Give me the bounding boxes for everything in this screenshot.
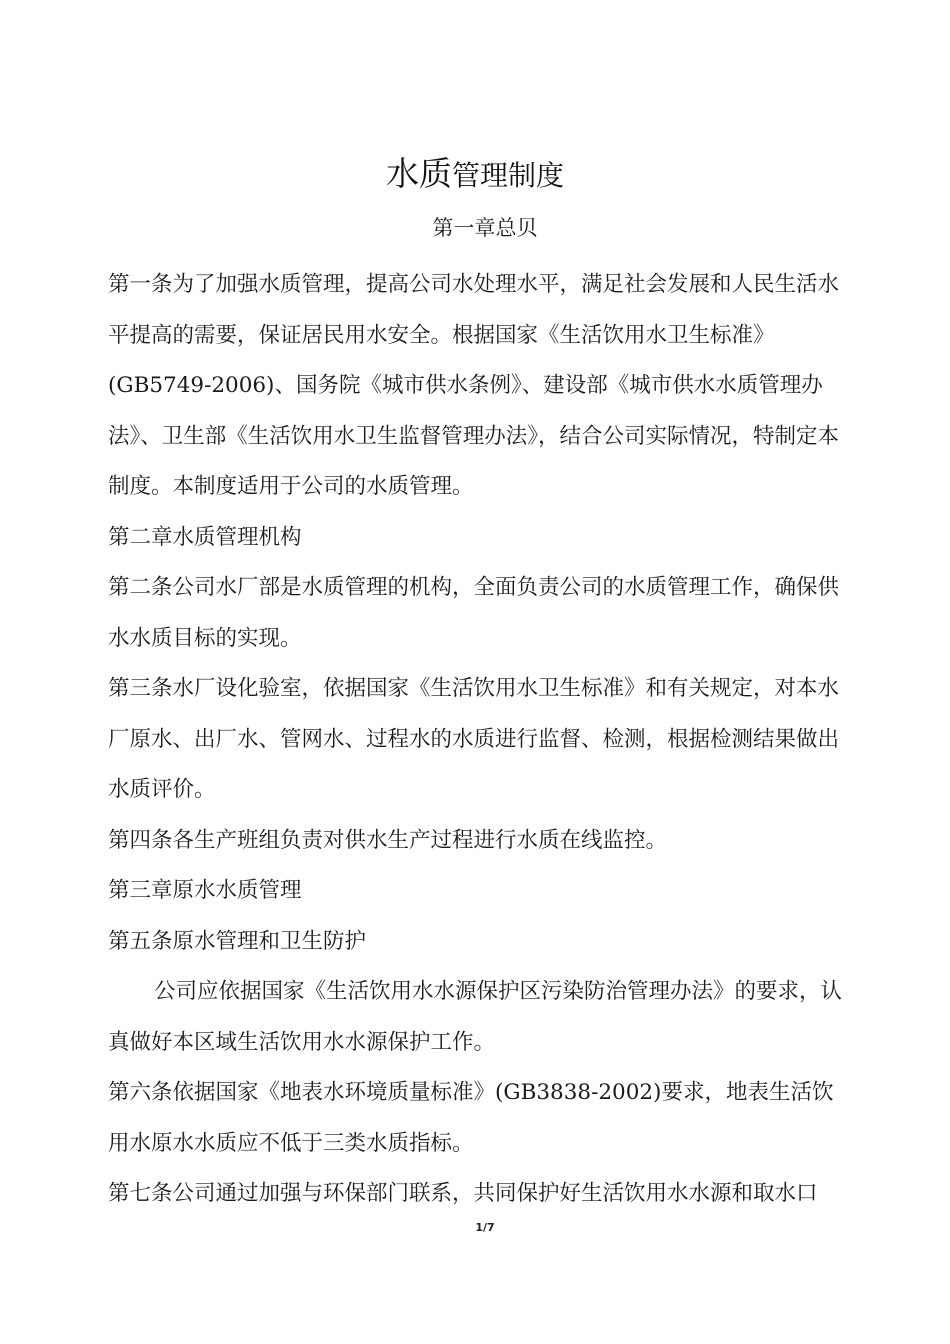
document-body	[108, 260, 853, 1220]
paragraph-article-3: 第三条水厂设化验室，依据国家《生活饮用水卫生标准》和有关规定，对本水厂原水、出厂水、管网水、过程水的水质进行监督、检测，根据检测结果做出水质评价。	[108, 676, 840, 802]
chapter-3-heading: 第三章原水水质管理	[108, 878, 302, 903]
paragraph-article-1: 第一条为了加强水质管理，提高公司水处理水平，满足社会发展和人民生活水平提高的需要，保证居民用水安全。根据国家《生活饮用水卫生标准》(GB5749-2006)、国务院《城市供水条例》、建设部《城市供水水质管理办法》、卫生部《生活饮用水卫生监督管理办法》，结合公司实际情况，特制定本制度。本制度适用于公司的水质管理。	[108, 272, 840, 499]
title-part-2: 管理制度	[451, 159, 564, 192]
paragraph-article-5-body: 公司应依据国家《生活饮用水水源保护区污染防治管理办法》的要求，认真做好本区域生活饮用水水源保护工作。	[108, 979, 843, 1055]
paragraph-article-6: 第六条依据国家《地表水环境质量标准》(GB3838-2002)要求，地表生活饮用水原水水质应不低于三类水质指标。	[108, 1080, 834, 1156]
page-number: 1/7	[475, 1221, 495, 1234]
paragraph-article-5: 第五条原水管理和卫生防护	[108, 928, 367, 954]
chapter-heading: 第一章总贝	[432, 216, 538, 240]
title-part-1: 水质	[385, 154, 452, 193]
paragraph-article-7: 第七条公司通过加强与环保部门联系，共同保护好生活饮用水水源和取水口	[108, 1181, 818, 1206]
paragraph-article-4: 第四条各生产班组负责对供水生产过程进行水质在线监控。	[108, 827, 668, 853]
document-title	[0, 150, 950, 200]
chapter-2-heading: 第二章水质管理机构	[108, 524, 302, 550]
paragraph-article-2: 第二条公司水厂部是水质管理的机构，全面负责公司的水质管理工作，确保供水水质目标的实现。	[108, 575, 840, 651]
